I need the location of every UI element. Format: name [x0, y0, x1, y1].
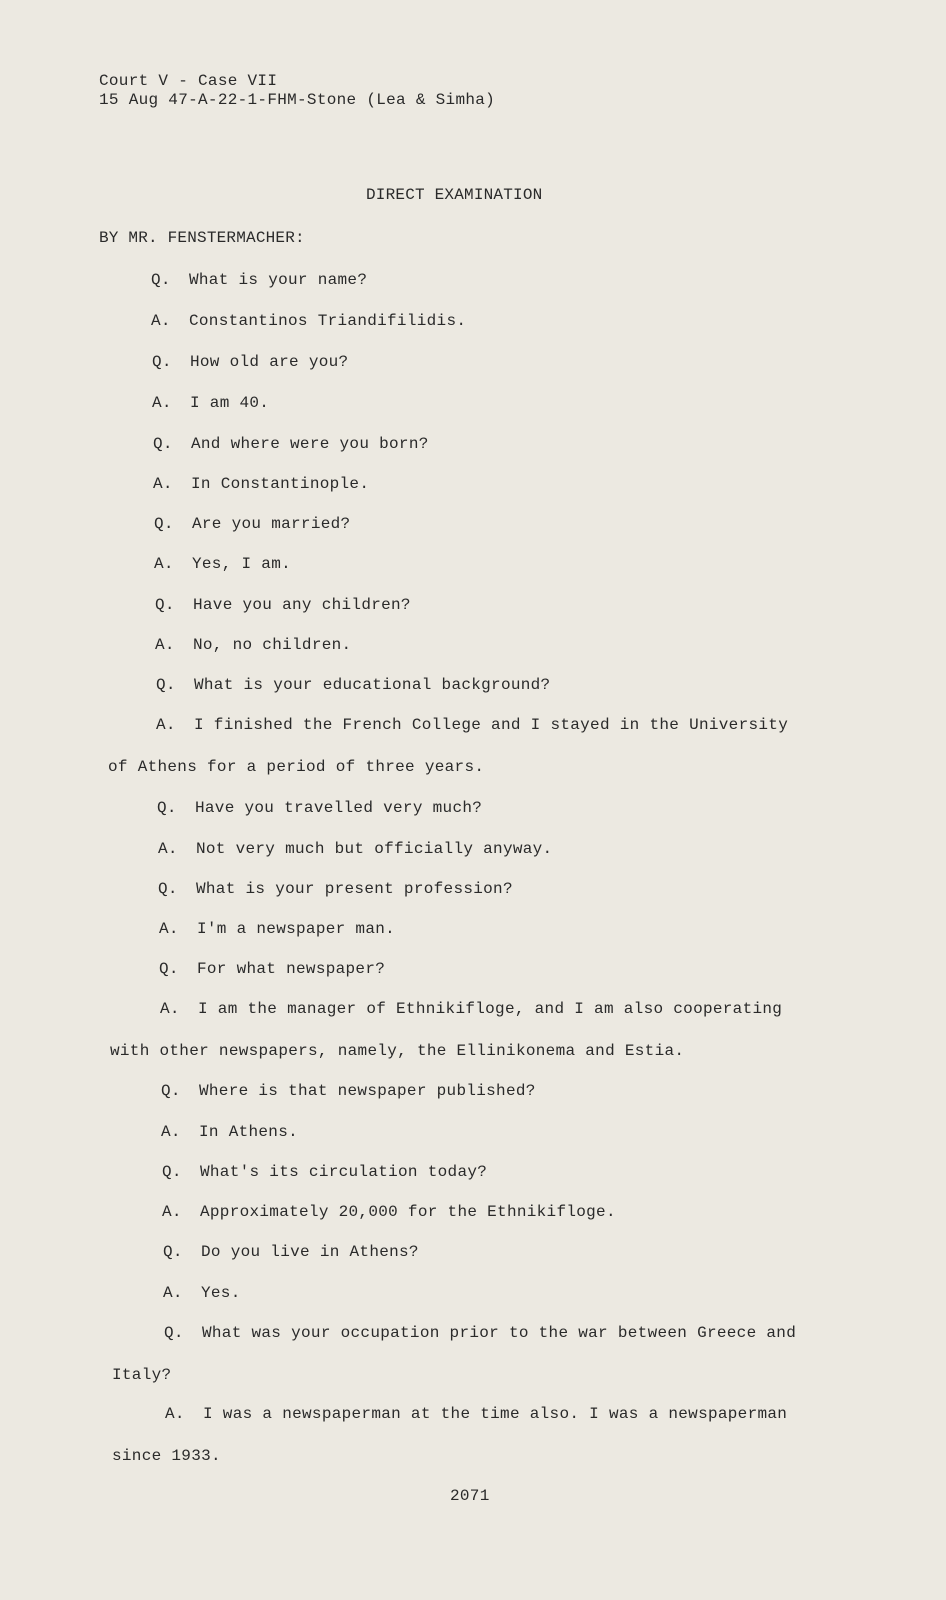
question-label: Q. [154, 515, 174, 533]
answer-text: In Constantinople. [191, 475, 370, 493]
question-text: What was your occupation prior to the war between Greece and [202, 1324, 797, 1342]
question-label: Q. [153, 435, 173, 453]
answer-label: A. [155, 636, 175, 654]
answer-text: Constantinos Triandifilidis. [189, 312, 467, 330]
question-label: Q. [151, 271, 171, 289]
answer-label: A. [162, 1203, 182, 1221]
question-text: Are you married? [192, 515, 351, 533]
continuation-text: since 1933. [112, 1447, 221, 1465]
question-label: Q. [157, 799, 177, 817]
answer-text: Yes, I am. [192, 555, 292, 573]
question-text: For what newspaper? [197, 960, 386, 978]
answer-text: Approximately 20,000 for the Ethnikifloge. [200, 1203, 616, 1221]
question-text: Where is that newspaper published? [199, 1082, 536, 1100]
continuation-text: of Athens for a period of three years. [108, 758, 485, 776]
question-label: Q. [156, 676, 176, 694]
question-text: Do you live in Athens? [201, 1243, 419, 1261]
answer-label: A. [156, 716, 176, 734]
examiner-line: BY MR. FENSTERMACHER: [99, 229, 305, 247]
case-header [99, 72, 495, 110]
answer-text: I finished the French College and I stayed in the University [194, 716, 789, 734]
continuation-text: with other newspapers, namely, the Ellinikonema and Estia. [110, 1042, 685, 1060]
answer-text: I am 40. [190, 394, 270, 412]
answer-label: A. [153, 475, 173, 493]
answer-text: Not very much but officially anyway. [196, 840, 553, 858]
question-label: Q. [161, 1082, 181, 1100]
answer-label: A. [163, 1284, 183, 1302]
question-text: What is your name? [189, 271, 368, 289]
question-text: And where were you born? [191, 435, 429, 453]
question-text: What's its circulation today? [200, 1163, 488, 1181]
section-title: DIRECT EXAMINATION [366, 186, 543, 204]
answer-label: A. [165, 1405, 185, 1423]
answer-label: A. [151, 312, 171, 330]
question-text: What is your present profession? [196, 880, 513, 898]
question-text: How old are you? [190, 353, 349, 371]
answer-label: A. [158, 840, 178, 858]
answer-text: Yes. [201, 1284, 241, 1302]
question-text: Have you travelled very much? [195, 799, 483, 817]
question-label: Q. [155, 596, 175, 614]
question-label: Q. [158, 880, 178, 898]
court-case-line: Court V - Case VII [99, 72, 278, 90]
answer-text: I am the manager of Ethnikifloge, and I am also cooperating [198, 1000, 783, 1018]
answer-label: A. [154, 555, 174, 573]
question-label: Q. [163, 1243, 183, 1261]
page-number: 2071 [450, 1487, 490, 1505]
answer-label: A. [161, 1123, 181, 1141]
question-label: Q. [152, 353, 172, 371]
question-text: Have you any children? [193, 596, 411, 614]
question-text: What is your educational background? [194, 676, 551, 694]
answer-label: A. [159, 920, 179, 938]
question-label: Q. [159, 960, 179, 978]
answer-text: In Athens. [199, 1123, 299, 1141]
answer-text: I'm a newspaper man. [197, 920, 396, 938]
reference-line: 15 Aug 47-A-22-1-FHM-Stone (Lea & Simha) [99, 91, 496, 109]
answer-text: I was a newspaperman at the time also. I was a newspaperman [203, 1405, 788, 1423]
question-label: Q. [164, 1324, 184, 1342]
answer-label: A. [152, 394, 172, 412]
answer-label: A. [160, 1000, 180, 1018]
question-label: Q. [162, 1163, 182, 1181]
continuation-text: Italy? [112, 1366, 172, 1384]
answer-text: No, no children. [193, 636, 352, 654]
